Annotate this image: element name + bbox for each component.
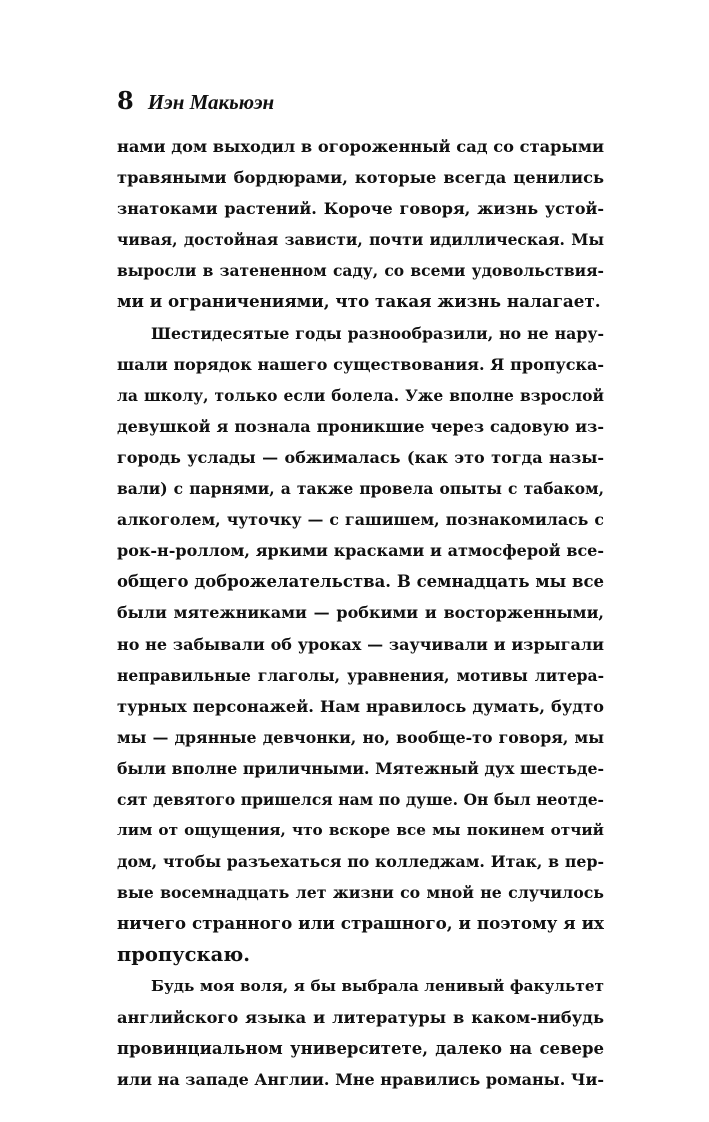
text-line: вые восемнадцать лет жизни со мной не случилось: [117, 883, 604, 903]
text-line: нами дом выходил в огороженный сад со старыми: [117, 137, 604, 156]
text-line: знатоками растений. Короче говоря, жизнь устой-: [117, 199, 604, 219]
text-line: общего доброжелательства. В семнадцать мы все: [117, 572, 604, 592]
text-line: ла школу, только если болела. Уже вполне взрослой: [117, 385, 604, 405]
text-line: ми и ограничениями, что такая жизнь налагает.: [117, 291, 601, 312]
text-line: мы — дрянные девчонки, но, вообще-то говоря, мы: [117, 727, 604, 747]
text-line: вали) с парнями, а также провела опыты с табаком,: [117, 479, 604, 499]
text-line: рок-н-роллом, яркими красками и атмосферой все-: [117, 541, 604, 561]
text-line: шали порядок нашего существования. Я пропуска-: [117, 354, 604, 374]
text-line: чивая, достойная зависти, почти идиллическая. Мы: [117, 230, 604, 250]
text-line: но не забывали об уроках — заучивали и изрыгали: [117, 634, 604, 654]
text-line: городь услады — обжималась (как это тогда назы-: [117, 447, 604, 467]
body-text: [117, 131, 604, 1095]
text-line: травяными бордюрами, которые всегда ценились: [117, 168, 604, 188]
text-line: дом, чтобы разъехаться по колледжам. Итак, в пер-: [117, 852, 604, 872]
text-line: сят девятого пришелся нам по душе. Он был неотде-: [117, 789, 604, 809]
text-line: английского языка и литературы в каком-нибудь: [117, 1007, 604, 1027]
text-line: выросли в затененном саду, со всеми удовольствия-: [117, 261, 604, 281]
text-line: пропускаю.: [117, 943, 251, 967]
running-head-author: Иэн Макьюэн: [147, 90, 275, 114]
text-line: турных персонажей. Нам нравилось думать, будто: [117, 696, 604, 716]
paragraph: [117, 318, 604, 971]
text-line: девушкой я познала проникшие через садовую из-: [117, 416, 604, 436]
paragraph: [117, 131, 604, 318]
text-line: алкоголем, чуточку — с гашишем, познакомилась с: [117, 510, 604, 530]
text-line: Шестидесятые годы разнообразили, но не нару-: [151, 323, 604, 343]
running-head: [117, 86, 274, 117]
text-line: лим от ощущения, что вскоре все мы покинем отчий: [117, 821, 604, 840]
text-line: были мятежниками — робкими и восторженными,: [117, 603, 604, 623]
page-number: 8: [117, 86, 134, 115]
text-line: были вполне приличными. Мятежный дух шестьде-: [117, 758, 604, 778]
text-line: или на западе Англии. Мне нравились романы. Чи-: [117, 1069, 604, 1089]
paragraph: [117, 971, 604, 1095]
text-line: ничего странного или страшного, и поэтому я их: [117, 913, 604, 934]
text-line: провинциальном университете, далеко на севере: [117, 1038, 604, 1058]
text-line: Будь моя воля, я бы выбрала ленивый факультет: [151, 976, 604, 995]
text-line: неправильные глаголы, уравнения, мотивы литера-: [117, 665, 604, 685]
